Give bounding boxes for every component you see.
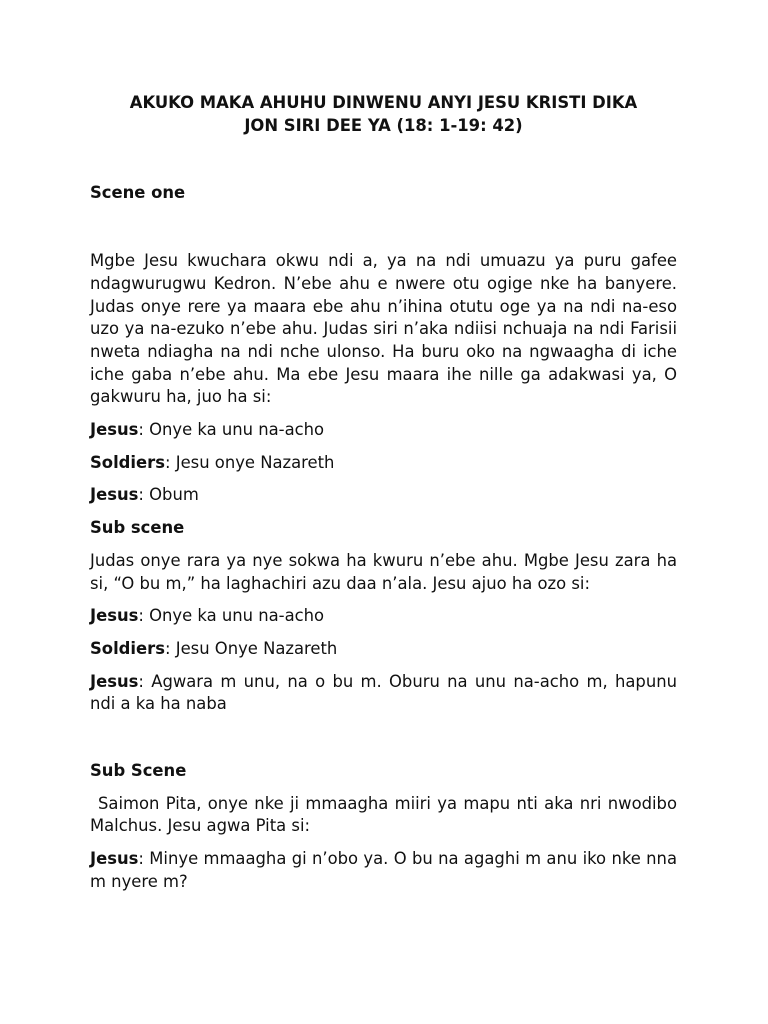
- sub-scene-heading: Sub scene: [90, 518, 185, 538]
- sub-scene-heading: Sub Scene: [90, 761, 187, 781]
- speaker-name: Soldiers: [90, 452, 165, 472]
- title-line-2: JON SIRI DEE YA (18: 1-19: 42): [244, 115, 523, 135]
- sub-scene-paragraph: Judas onye rara ya nye sokwa ha kwuru n’ebe ahu. Mgbe Jesu zara ha si, “O bu m,” ha laghachiri azu daa n’ala. Jesu ajuo ha ozo si:: [90, 550, 677, 593]
- speaker-name: Jesus: [90, 606, 139, 626]
- document-title: [90, 92, 677, 137]
- document-page: [90, 92, 677, 894]
- speaker-name: Jesus: [90, 420, 139, 440]
- dialogue-text: : Onye ka unu na-acho: [138, 420, 325, 440]
- dialogue-line: [90, 671, 677, 716]
- dialogue-text: : Agwara m unu, na o bu m. Oburu na unu na-acho m, hapunu ndi a ka ha naba: [90, 671, 677, 714]
- dialogue-line: [90, 638, 677, 661]
- dialogue-text: : Jesu Onye Nazareth: [165, 638, 338, 658]
- dialogue-text: : Onye ka unu na-acho: [138, 606, 325, 626]
- dialogue-line: [90, 452, 677, 475]
- dialogue-line: [90, 484, 677, 507]
- speaker-name: Jesus: [90, 849, 139, 869]
- dialogue-line: [90, 419, 677, 442]
- dialogue-line: [90, 605, 677, 628]
- scene-one-heading: Scene one: [90, 183, 186, 203]
- speaker-name: Jesus: [90, 671, 139, 691]
- dialogue-text: : Obum: [138, 485, 199, 505]
- dialogue-text: : Minye mmaagha gi n’obo ya. O bu na agaghi m anu iko nke nna m nyere m?: [90, 849, 677, 891]
- title-line-1: AKUKO MAKA AHUHU DINWENU ANYI JESU KRISTI DIKA: [129, 93, 638, 112]
- dialogue-text: : Jesu onye Nazareth: [165, 452, 335, 472]
- dialogue-line: [90, 848, 677, 893]
- scene-one-paragraph: Mgbe Jesu kwuchara okwu ndi a, ya na ndi umuazu ya puru gafee ndagwurugwu Kedron. N’ebe ahu e nwere otu ogige nke ha banyere. Judas onye rere ya maara ebe ahu n’ihina otutu oge ya na ndi na-eso uzo ya na-ezuko n’ebe ahu. Judas siri n’aka ndiisi nchuaja na ndi Farisii nweta ndiagha na ndi nche ulonso. Ha buru oko na ngwaagha di iche iche gaba n’ebe ahu. Ma ebe Jesu maara ihe nille ga adakwasi ya, O gakwuru ha, juo ha si:: [90, 251, 677, 407]
- sub-scene-paragraph: Saimon Pita, onye nke ji mmaagha miiri ya mapu nti aka nri nwodibo Malchus. Jesu agwa Pita si:: [90, 793, 677, 836]
- speaker-name: Jesus: [90, 485, 139, 505]
- speaker-name: Soldiers: [90, 638, 165, 658]
